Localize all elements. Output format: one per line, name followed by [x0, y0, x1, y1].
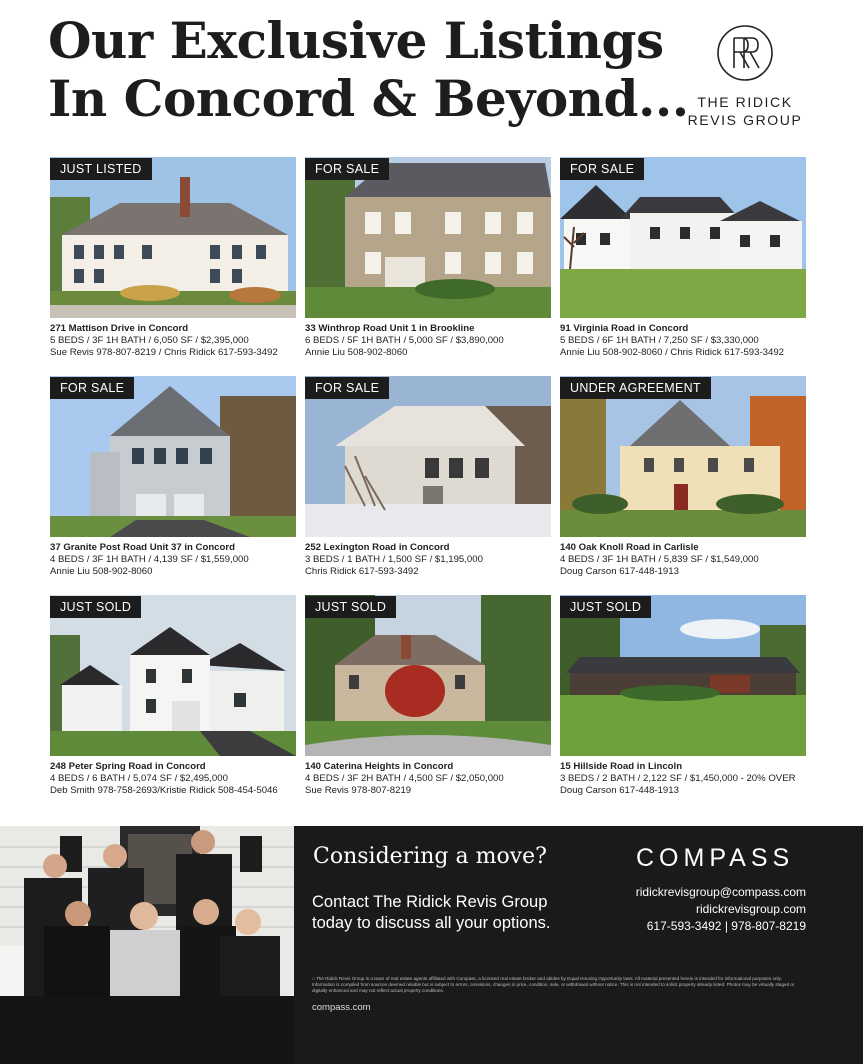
- listing-badge: UNDER AGREEMENT: [560, 377, 711, 399]
- compass-logo: COMPASS: [636, 844, 795, 872]
- disclaimer: [312, 976, 806, 994]
- rr-monogram-icon: [716, 24, 774, 82]
- listing-address[interactable]: 33 Winthrop Road Unit 1 in Brookline: [305, 323, 475, 334]
- listing-badge: FOR SALE: [305, 158, 389, 180]
- disclaimer-text: The Ridick Revis Group is a team of real estate agents affiliated with Compass, a licensed real estate broker and abides by Equal Housing Opportunity laws. All material presented herein is intended for informational purposes only. Information is compiled from sources deemed reliable but is subject to errors, omissions, changes in price, condition, sale, or withdrawal without notice. This is not intended to solicit property already listed. Photos may be virtually staged or digitally enhanced and may not reflect actual property conditions.: [312, 976, 795, 993]
- bungalow-snow-photo: [305, 376, 551, 537]
- contact-phones: 617-593-3492 | 978-807-8219: [646, 919, 806, 933]
- cta-line-1: Contact The Ridick Revis Group: [312, 893, 548, 911]
- listing-address[interactable]: 271 Mattison Drive in Concord: [50, 323, 189, 334]
- listing-details: 5 BEDS / 3F 1H BATH / 6,050 SF / $2,395,000: [50, 335, 249, 346]
- yellow-colonial-photo: [560, 376, 806, 537]
- listing-address[interactable]: 248 Peter Spring Road in Concord: [50, 761, 206, 772]
- listing-agents: Doug Carson 617-448-1913: [560, 566, 679, 577]
- listing-details: 5 BEDS / 6F 1H BATH / 7,250 SF / $3,330,000: [560, 335, 759, 346]
- listing-card[interactable]: [305, 157, 551, 359]
- footer: [0, 826, 863, 1064]
- cta-line-2: today to discuss all your options.: [312, 914, 551, 932]
- contact-info: [636, 884, 806, 935]
- listing-details: 4 BEDS / 3F 1H BATH / 4,139 SF / $1,559,000: [50, 554, 249, 565]
- listing-badge: JUST SOLD: [50, 596, 141, 618]
- listing-address[interactable]: 37 Granite Post Road Unit 37 in Concord: [50, 542, 235, 553]
- listing-details: 3 BEDS / 2 BATH / 2,122 SF / $1,450,000 - 20% OVER: [560, 773, 796, 784]
- listing-details: 3 BEDS / 1 BATH / 1,500 SF / $1,195,000: [305, 554, 483, 565]
- listing-agents: Chris Ridick 617-593-3492: [305, 566, 419, 577]
- listing-badge: FOR SALE: [50, 377, 134, 399]
- listing-card[interactable]: [50, 157, 296, 359]
- listing-card[interactable]: [560, 376, 806, 578]
- listing-badge: JUST SOLD: [305, 596, 396, 618]
- listing-card[interactable]: [305, 376, 551, 578]
- white-farmhouse-photo: [560, 157, 806, 318]
- listing-agents: Annie Liu 508-902-8060 / Chris Ridick 617-593-3492: [560, 347, 784, 358]
- listing-card[interactable]: [50, 595, 296, 797]
- ranch-house-photo: [560, 595, 806, 756]
- listing-details: 6 BEDS / 5F 1H BATH / 5,000 SF / $3,890,000: [305, 335, 504, 346]
- listing-card[interactable]: [50, 376, 296, 578]
- tudor-house-photo: [305, 595, 551, 756]
- colonial-house-photo: [50, 157, 296, 318]
- listing-card[interactable]: [560, 595, 806, 797]
- listing-badge: JUST LISTED: [50, 158, 152, 180]
- listing-agents: Doug Carson 617-448-1913: [560, 785, 679, 796]
- headline-line-2: In Concord & Beyond...: [48, 69, 689, 128]
- gray-new-construction-photo: [50, 376, 296, 537]
- cta-title: Considering a move?: [313, 844, 547, 869]
- logo-line-1: THE RIDICK: [697, 94, 793, 110]
- listing-address[interactable]: 140 Oak Knoll Road in Carlisle: [560, 542, 699, 553]
- team-photo: [0, 826, 294, 996]
- white-modern-farmhouse-photo: [50, 595, 296, 756]
- victorian-house-photo: [305, 157, 551, 318]
- logo-line-2: REVIS GROUP: [687, 112, 803, 128]
- listing-badge: FOR SALE: [560, 158, 644, 180]
- listing-agents: Annie Liu 508-902-8060: [50, 566, 153, 577]
- contact-website-link[interactable]: ridickrevisgroup.com: [695, 902, 806, 916]
- listing-card[interactable]: [305, 595, 551, 797]
- listing-address[interactable]: 140 Caterina Heights in Concord: [305, 761, 454, 772]
- listing-agents: Deb Smith 978-758-2693/Kristie Ridick 508-454-5046: [50, 785, 278, 796]
- headline-line-1: Our Exclusive Listings: [48, 11, 664, 70]
- listing-badge: FOR SALE: [305, 377, 389, 399]
- ridick-revis-logo: [680, 24, 810, 129]
- equal-housing-icon: ⌂: [312, 976, 316, 981]
- listing-agents: Sue Revis 978-807-8219 / Chris Ridick 617-593-3492: [50, 347, 278, 358]
- listing-address[interactable]: 252 Lexington Road in Concord: [305, 542, 450, 553]
- cta-body: [312, 892, 550, 934]
- listing-agents: Annie Liu 508-902-8060: [305, 347, 408, 358]
- footer-strip: [0, 996, 294, 1064]
- listing-badge: JUST SOLD: [560, 596, 651, 618]
- listing-details: 4 BEDS / 3F 1H BATH / 5,839 SF / $1,549,000: [560, 554, 759, 565]
- listing-card[interactable]: [560, 157, 806, 359]
- contact-email-link[interactable]: ridickrevisgroup@compass.com: [635, 885, 806, 899]
- headline: [48, 12, 689, 128]
- listing-address[interactable]: 91 Virginia Road in Concord: [560, 323, 689, 334]
- compass-site-link[interactable]: compass.com: [312, 1002, 371, 1013]
- listing-details: 4 BEDS / 6 BATH / 5,074 SF / $2,495,000: [50, 773, 228, 784]
- listing-details: 4 BEDS / 3F 2H BATH / 4,500 SF / $2,050,000: [305, 773, 504, 784]
- listing-agents: Sue Revis 978-807-8219: [305, 785, 412, 796]
- listing-address[interactable]: 15 Hillside Road in Lincoln: [560, 761, 683, 772]
